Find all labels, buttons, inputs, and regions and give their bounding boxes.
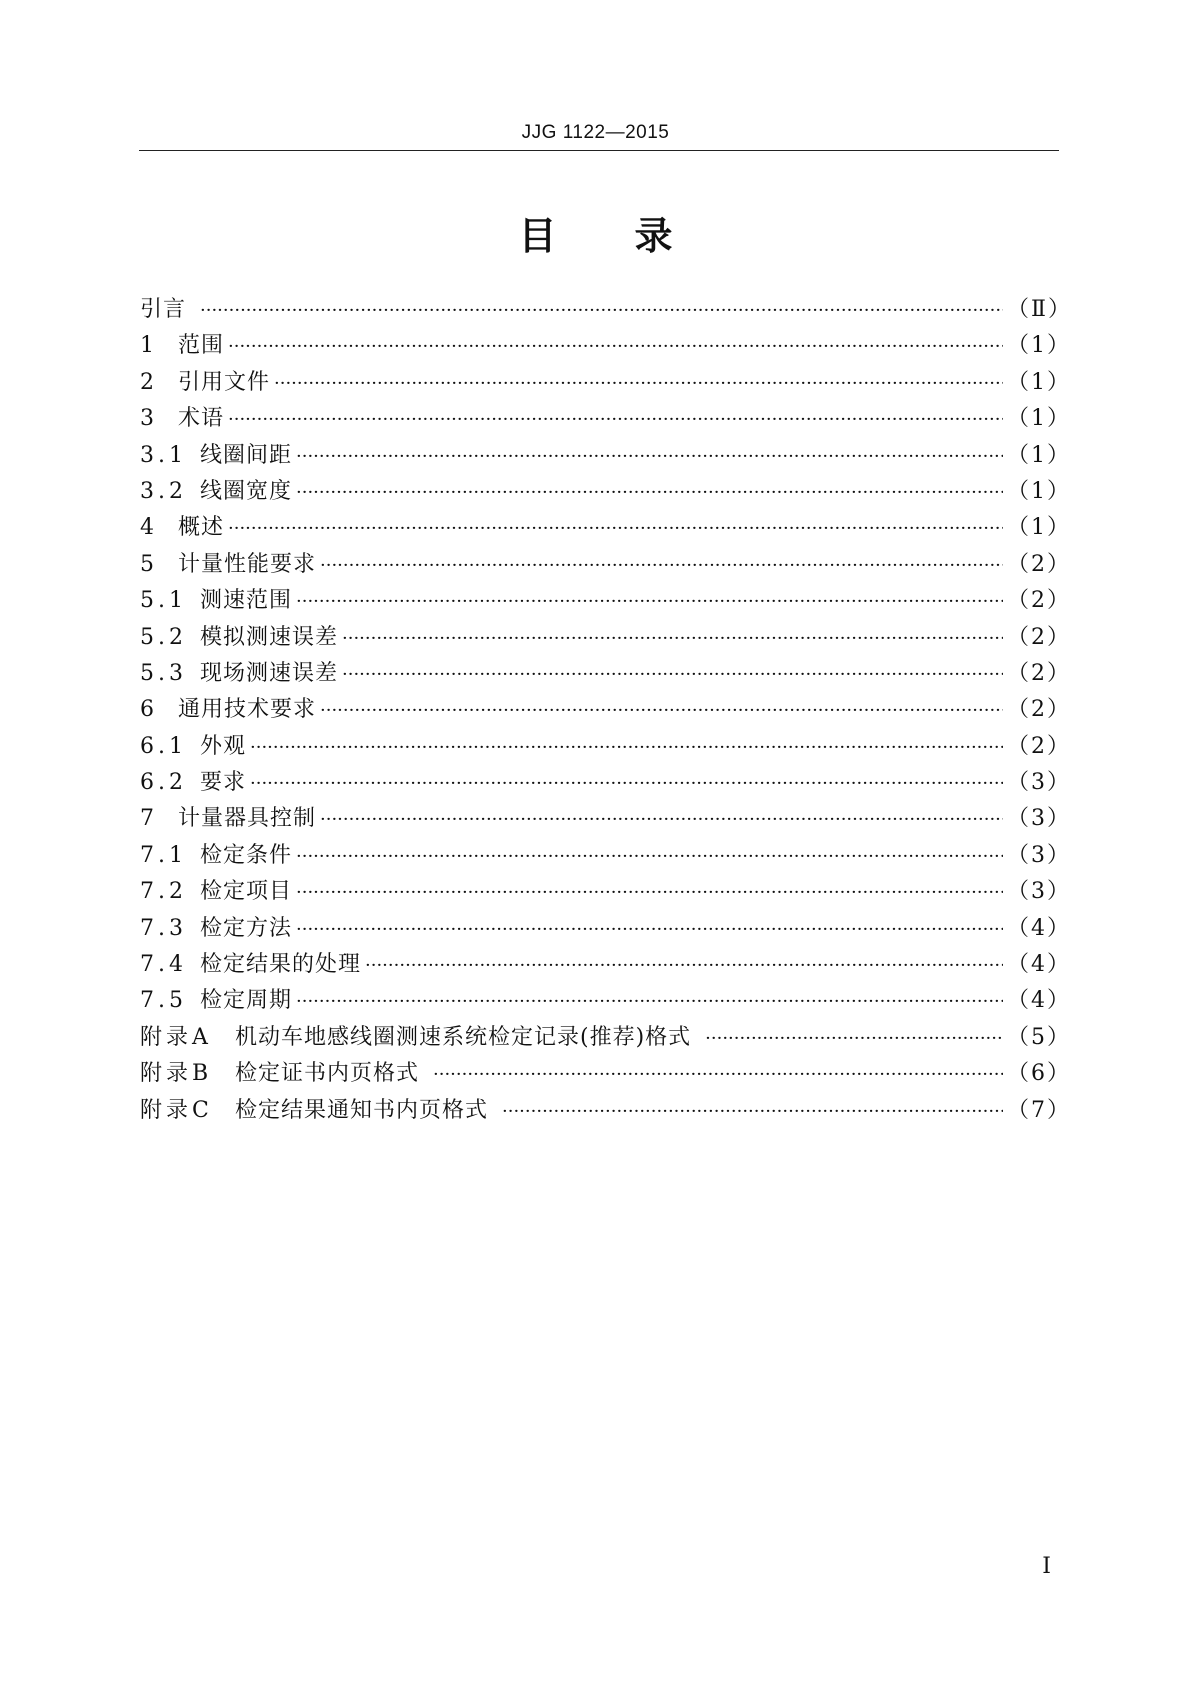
toc-entry-page: （5）	[1007, 1024, 1071, 1050]
toc-entry[interactable]	[140, 983, 1071, 1019]
toc-entry-page: （2）	[1007, 733, 1071, 759]
toc-entry[interactable]	[140, 474, 1071, 510]
toc-entry-number: 附录B	[140, 1061, 213, 1087]
toc-entry-label: 测速范围	[200, 588, 293, 614]
page-number: Ⅰ	[1042, 1554, 1051, 1579]
toc-entry-label: 检定证书内页格式	[235, 1061, 420, 1087]
toc-entry[interactable]	[140, 1020, 1071, 1056]
dot-leader	[296, 875, 1003, 911]
toc-entry-label: 检定方法	[200, 915, 293, 941]
dot-leader	[296, 839, 1003, 875]
toc-entry[interactable]	[140, 947, 1071, 983]
dot-leader	[250, 730, 1003, 766]
toc-entry[interactable]	[140, 620, 1071, 656]
toc-entry[interactable]	[140, 656, 1071, 692]
dot-leader	[320, 802, 1003, 838]
toc-entry[interactable]	[140, 547, 1071, 583]
toc-entry-page: （6）	[1007, 1061, 1071, 1087]
dot-leader	[228, 329, 1003, 365]
toc-entry-label: 检定结果通知书内页格式	[235, 1097, 489, 1123]
dot-leader	[342, 657, 1003, 693]
dot-leader	[228, 402, 1003, 438]
dot-leader	[296, 439, 1003, 475]
toc-entry[interactable]	[140, 328, 1071, 364]
toc-entry-number: 附录C	[140, 1097, 213, 1123]
dot-leader	[320, 548, 1003, 584]
dot-leader	[502, 1094, 1003, 1130]
table-of-contents	[140, 292, 1072, 1129]
toc-entry[interactable]	[140, 874, 1071, 910]
toc-entry-page: （1）	[1007, 515, 1071, 541]
toc-entry[interactable]	[140, 292, 1072, 328]
toc-entry-page: （3）	[1007, 770, 1071, 796]
dot-leader	[200, 293, 1003, 329]
dot-leader	[365, 948, 1003, 984]
toc-entry[interactable]	[140, 838, 1071, 874]
dot-leader	[705, 1021, 1003, 1057]
toc-entry-page: （2）	[1007, 624, 1071, 650]
dot-leader	[433, 1057, 1003, 1093]
toc-entry-page: （4）	[1007, 952, 1071, 978]
toc-entry-page: （4）	[1007, 988, 1071, 1014]
toc-entry-number: 6.2	[140, 770, 187, 796]
toc-entry-label: 计量性能要求	[178, 551, 317, 577]
toc-entry-label: 线圈宽度	[200, 478, 293, 504]
toc-entry-label: 检定条件	[200, 842, 293, 868]
toc-entry-number: 3.2	[140, 478, 187, 504]
toc-entry-number: 7.3	[140, 915, 187, 941]
toc-entry-label: 机动车地感线圈测速系统检定记录(推荐)格式	[235, 1024, 692, 1050]
dot-leader	[342, 621, 1003, 657]
toc-entry-label: 现场测速误差	[200, 660, 339, 686]
dot-leader	[296, 584, 1003, 620]
toc-entry-page: （1）	[1007, 406, 1071, 432]
toc-entry-label: 线圈间距	[200, 442, 293, 468]
toc-entry-number: 5	[140, 551, 158, 577]
dot-leader	[296, 912, 1003, 948]
toc-entry-label: 引言	[140, 297, 187, 322]
dot-leader	[228, 511, 1003, 547]
toc-entry-label: 引用文件	[178, 369, 271, 395]
toc-entry-page: （Ⅱ）	[1007, 297, 1072, 322]
toc-entry[interactable]	[140, 692, 1071, 728]
toc-entry[interactable]	[140, 1056, 1071, 1092]
toc-entry-number: 7.5	[140, 988, 187, 1014]
dot-leader	[274, 366, 1003, 402]
toc-entry-page: （1）	[1007, 333, 1071, 359]
toc-entry-page: （7）	[1007, 1097, 1071, 1123]
toc-entry-page: （1）	[1007, 369, 1071, 395]
toc-entry-number: 7.1	[140, 842, 187, 868]
toc-entry-page: （2）	[1007, 660, 1071, 686]
toc-entry-label: 概述	[178, 515, 225, 541]
toc-entry-number: 4	[140, 515, 158, 541]
toc-entry-number: 6	[140, 697, 158, 723]
toc-entry-label: 检定周期	[200, 988, 293, 1014]
standard-code-header: JJG 1122—2015	[521, 122, 670, 143]
toc-entry-number: 7.2	[140, 879, 187, 905]
toc-entry-page: （1）	[1007, 442, 1071, 468]
toc-entry-page: （3）	[1007, 879, 1071, 905]
toc-entry[interactable]	[140, 765, 1071, 801]
dot-leader	[296, 984, 1003, 1020]
page-title: 目录	[518, 214, 751, 258]
dot-leader	[250, 766, 1003, 802]
dot-leader	[320, 693, 1003, 729]
toc-entry-number: 5.1	[140, 588, 187, 614]
toc-entry-label: 外观	[200, 733, 247, 759]
toc-entry-number: 5.3	[140, 660, 187, 686]
toc-entry-label: 检定结果的处理	[200, 952, 362, 978]
toc-entry-label: 检定项目	[200, 879, 293, 905]
toc-entry-page: （2）	[1007, 588, 1071, 614]
toc-entry[interactable]	[140, 801, 1071, 837]
toc-entry[interactable]	[140, 911, 1071, 947]
toc-entry-number: 5.2	[140, 624, 187, 650]
toc-entry-page: （3）	[1007, 842, 1071, 868]
toc-entry-label: 通用技术要求	[178, 697, 317, 723]
toc-entry[interactable]	[140, 510, 1071, 546]
toc-entry-number: 附录A	[140, 1024, 212, 1050]
header-rule	[139, 150, 1059, 151]
toc-entry-page: （2）	[1007, 551, 1071, 577]
toc-entry-number: 7.4	[140, 952, 187, 978]
toc-entry[interactable]	[140, 729, 1071, 765]
toc-entry-page: （2）	[1007, 697, 1071, 723]
toc-entry-page: （3）	[1007, 806, 1071, 832]
toc-entry-label: 要求	[200, 770, 247, 796]
toc-entry[interactable]	[140, 438, 1071, 474]
toc-entry-number: 3.1	[140, 442, 187, 468]
toc-entry-number: 2	[140, 369, 158, 395]
toc-entry[interactable]	[140, 365, 1071, 401]
toc-entry-label: 模拟测速误差	[200, 624, 339, 650]
toc-entry-page: （4）	[1007, 915, 1071, 941]
toc-entry-label: 术语	[178, 406, 225, 432]
toc-entry-label: 范围	[178, 333, 225, 359]
toc-entry-number: 3	[140, 406, 158, 432]
toc-entry-label: 计量器具控制	[178, 806, 317, 832]
toc-entry-number: 6.1	[140, 733, 187, 759]
toc-entry[interactable]	[140, 1093, 1071, 1129]
toc-entry[interactable]	[140, 583, 1071, 619]
toc-entry-number: 7	[140, 806, 158, 832]
toc-entry[interactable]	[140, 401, 1071, 437]
dot-leader	[296, 475, 1003, 511]
toc-entry-number: 1	[140, 333, 158, 359]
toc-entry-page: （1）	[1007, 478, 1071, 504]
